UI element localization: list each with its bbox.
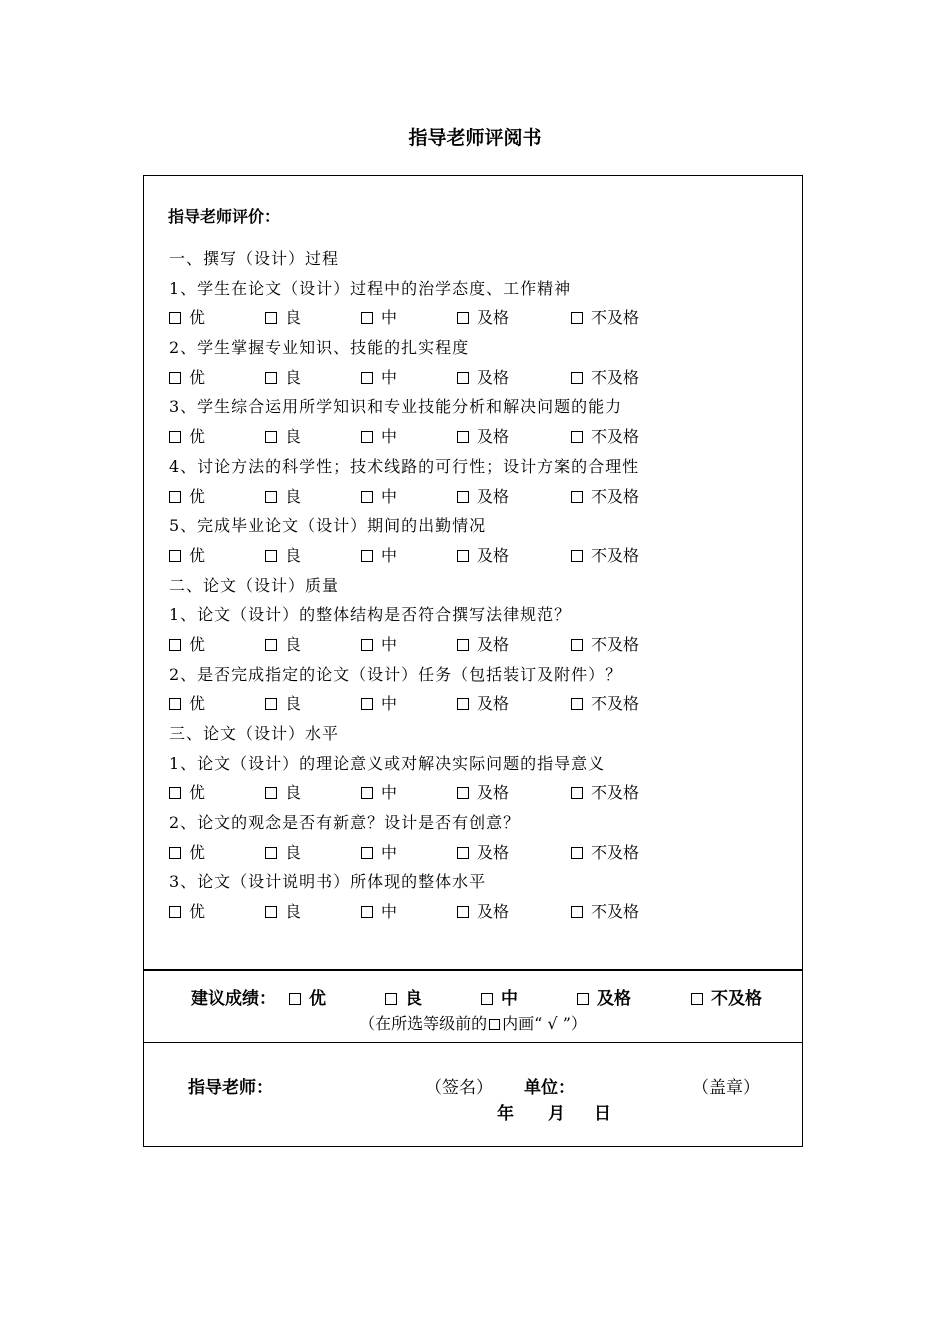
grade-option-medium[interactable]: 中 bbox=[361, 689, 397, 719]
criterion-text: 4、讨论方法的科学性；技术线路的可行性；设计方案的合理性 bbox=[169, 456, 640, 476]
grade-option-excellent[interactable]: 优 bbox=[169, 482, 205, 512]
criterion-text: 2、学生掌握专业知识、技能的扎实程度 bbox=[169, 338, 470, 358]
checkbox-icon bbox=[361, 491, 373, 503]
grade-option-pass[interactable]: 及格 bbox=[457, 778, 509, 808]
page-title: 指导老师评阅书 bbox=[408, 127, 542, 149]
grade-option-excellent[interactable]: 优 bbox=[169, 778, 205, 808]
grade-option-fail[interactable]: 不及格 bbox=[571, 541, 639, 571]
grade-options bbox=[169, 422, 639, 452]
grade-option-pass[interactable]: 及格 bbox=[457, 630, 509, 660]
grade-option-pass[interactable]: 及格 bbox=[457, 689, 509, 719]
checkbox-icon bbox=[361, 787, 373, 799]
checkbox-icon bbox=[361, 550, 373, 562]
grade-option-pass[interactable]: 及格 bbox=[457, 482, 509, 512]
grade-option-medium[interactable]: 中 bbox=[361, 422, 397, 452]
checkbox-icon bbox=[265, 698, 277, 710]
checkbox-icon bbox=[571, 550, 583, 562]
review-form bbox=[143, 175, 803, 1147]
criterion-text: 1、论文（设计）的整体结构是否符合撰写法律规范？ bbox=[169, 605, 572, 625]
grade-options bbox=[169, 541, 639, 571]
grade-option-medium[interactable]: 中 bbox=[361, 303, 397, 333]
checkbox-icon bbox=[457, 550, 469, 562]
grade-option-good[interactable]: 良 bbox=[265, 303, 301, 333]
grade-option-fail[interactable]: 不及格 bbox=[571, 303, 639, 333]
grade-option-fail[interactable]: 不及格 bbox=[571, 897, 639, 927]
checkbox-icon bbox=[571, 312, 583, 324]
grade-option-medium[interactable]: 中 bbox=[361, 363, 397, 393]
grade-option-medium[interactable]: 中 bbox=[361, 838, 397, 868]
grade-options bbox=[169, 363, 639, 393]
recommendation-note: （在所选等级前的 内画“ √ ”） bbox=[359, 1014, 587, 1033]
teacher-label: 指导老师： bbox=[188, 1078, 273, 1098]
grade-options bbox=[169, 482, 639, 512]
checkbox-icon bbox=[457, 787, 469, 799]
checkbox-icon bbox=[691, 993, 703, 1005]
checkbox-icon bbox=[169, 906, 181, 918]
grade-option-excellent[interactable]: 优 bbox=[169, 303, 205, 333]
date-year: 年 bbox=[497, 1104, 514, 1124]
grade-option-fail[interactable]: 不及格 bbox=[571, 363, 639, 393]
checkbox-icon bbox=[571, 639, 583, 651]
checkbox-icon bbox=[169, 550, 181, 562]
grade-option-fail[interactable]: 不及格 bbox=[571, 689, 639, 719]
grade-option-excellent[interactable]: 优 bbox=[169, 541, 205, 571]
checkbox-icon bbox=[457, 847, 469, 859]
recommend-option-fail[interactable]: 不及格 bbox=[691, 984, 762, 1009]
checkbox-icon bbox=[571, 787, 583, 799]
grade-options bbox=[169, 630, 639, 660]
checkbox-icon bbox=[571, 906, 583, 918]
grade-option-good[interactable]: 良 bbox=[265, 778, 301, 808]
grade-options bbox=[169, 303, 639, 333]
recommendation-section bbox=[144, 969, 802, 1043]
checkbox-icon bbox=[571, 431, 583, 443]
checkbox-icon bbox=[361, 372, 373, 384]
grade-option-fail[interactable]: 不及格 bbox=[571, 482, 639, 512]
grade-option-pass[interactable]: 及格 bbox=[457, 422, 509, 452]
evaluation-items bbox=[169, 244, 639, 927]
evaluation-section bbox=[144, 176, 802, 970]
recommend-option-pass[interactable]: 及格 bbox=[577, 984, 631, 1009]
grade-option-good[interactable]: 良 bbox=[265, 541, 301, 571]
checkbox-icon bbox=[571, 847, 583, 859]
criterion-text: 5、完成毕业论文（设计）期间的出勤情况 bbox=[169, 516, 487, 536]
grade-option-good[interactable]: 良 bbox=[265, 838, 301, 868]
grade-option-excellent[interactable]: 优 bbox=[169, 689, 205, 719]
grade-options bbox=[169, 689, 639, 719]
criterion-text: 2、论文的观念是否有新意？设计是否有创意？ bbox=[169, 813, 521, 833]
date-day: 日 bbox=[594, 1104, 611, 1124]
grade-option-good[interactable]: 良 bbox=[265, 897, 301, 927]
grade-option-pass[interactable]: 及格 bbox=[457, 363, 509, 393]
checkbox-icon bbox=[265, 639, 277, 651]
evaluation-heading: 指导老师评价： bbox=[168, 207, 281, 226]
checkbox-icon bbox=[361, 312, 373, 324]
unit-label: 单位： bbox=[524, 1078, 575, 1098]
grade-option-medium[interactable]: 中 bbox=[361, 482, 397, 512]
checkbox-icon bbox=[169, 372, 181, 384]
checkbox-icon bbox=[265, 491, 277, 503]
checkbox-icon bbox=[577, 993, 589, 1005]
recommend-option-good[interactable]: 良 bbox=[385, 984, 422, 1009]
checkbox-icon bbox=[571, 698, 583, 710]
grade-option-good[interactable]: 良 bbox=[265, 689, 301, 719]
checkbox-icon bbox=[265, 906, 277, 918]
grade-option-fail[interactable]: 不及格 bbox=[571, 778, 639, 808]
date-month: 月 bbox=[548, 1104, 565, 1124]
grade-option-good[interactable]: 良 bbox=[265, 363, 301, 393]
grade-option-excellent[interactable]: 优 bbox=[169, 363, 205, 393]
section-heading: 二、论文（设计）质量 bbox=[169, 575, 340, 595]
checkbox-icon bbox=[457, 372, 469, 384]
checkbox-icon bbox=[457, 312, 469, 324]
recommendation-label: 建议成绩： bbox=[191, 989, 276, 1009]
grade-option-excellent[interactable]: 优 bbox=[169, 897, 205, 927]
signature-section bbox=[144, 1043, 802, 1147]
recommend-option-medium[interactable]: 中 bbox=[481, 984, 518, 1009]
seal-note[interactable]: （盖章） bbox=[692, 1078, 760, 1098]
section-heading: 一、撰写（设计）过程 bbox=[169, 249, 340, 268]
checkbox-icon bbox=[457, 698, 469, 710]
checkbox-icon bbox=[289, 993, 301, 1005]
checkbox-icon bbox=[265, 312, 277, 324]
checkbox-icon bbox=[489, 1019, 500, 1030]
checkbox-icon bbox=[361, 906, 373, 918]
grade-option-fail[interactable]: 不及格 bbox=[571, 422, 639, 452]
checkbox-icon bbox=[571, 491, 583, 503]
grade-option-fail[interactable]: 不及格 bbox=[571, 630, 639, 660]
checkbox-icon bbox=[169, 847, 181, 859]
checkbox-icon bbox=[169, 431, 181, 443]
grade-option-excellent[interactable]: 优 bbox=[169, 422, 205, 452]
grade-option-medium[interactable]: 中 bbox=[361, 897, 397, 927]
checkbox-icon bbox=[457, 906, 469, 918]
grade-option-pass[interactable]: 及格 bbox=[457, 303, 509, 333]
grade-options bbox=[169, 897, 639, 927]
criterion-text: 3、学生综合运用所学知识和专业技能分析和解决问题的能力 bbox=[169, 397, 623, 417]
checkbox-icon bbox=[265, 550, 277, 562]
checkbox-icon bbox=[361, 698, 373, 710]
checkbox-icon bbox=[169, 491, 181, 503]
checkbox-icon bbox=[361, 847, 373, 859]
grade-option-good[interactable]: 良 bbox=[265, 482, 301, 512]
checkbox-icon bbox=[169, 312, 181, 324]
grade-option-good[interactable]: 良 bbox=[265, 630, 301, 660]
checkbox-icon bbox=[457, 491, 469, 503]
grade-option-excellent[interactable]: 优 bbox=[169, 630, 205, 660]
checkbox-icon bbox=[481, 993, 493, 1005]
checkbox-icon bbox=[265, 847, 277, 859]
grade-options bbox=[169, 838, 639, 868]
grade-option-excellent[interactable]: 优 bbox=[169, 838, 205, 868]
grade-option-pass[interactable]: 及格 bbox=[457, 897, 509, 927]
checkbox-icon bbox=[571, 372, 583, 384]
checkbox-icon bbox=[457, 639, 469, 651]
checkbox-icon bbox=[169, 787, 181, 799]
checkbox-icon bbox=[265, 787, 277, 799]
criterion-text: 1、学生在论文（设计）过程中的治学态度、工作精神 bbox=[169, 278, 572, 298]
grade-option-medium[interactable]: 中 bbox=[361, 541, 397, 571]
grade-option-pass[interactable]: 及格 bbox=[457, 838, 509, 868]
checkbox-icon bbox=[457, 431, 469, 443]
grade-options bbox=[169, 778, 639, 808]
criterion-text: 1、论文（设计）的理论意义或对解决实际问题的指导意义 bbox=[169, 753, 606, 773]
sign-note[interactable]: （签名） bbox=[425, 1078, 493, 1098]
checkbox-icon bbox=[265, 372, 277, 384]
checkbox-icon bbox=[169, 698, 181, 710]
grade-option-medium[interactable]: 中 bbox=[361, 630, 397, 660]
checkbox-icon bbox=[361, 431, 373, 443]
criterion-text: 3、论文（设计说明书）所体现的整体水平 bbox=[169, 872, 487, 892]
grade-option-medium[interactable]: 中 bbox=[361, 778, 397, 808]
section-heading: 三、论文（设计）水平 bbox=[169, 724, 340, 743]
grade-option-good[interactable]: 良 bbox=[265, 422, 301, 452]
checkbox-icon bbox=[385, 993, 397, 1005]
grade-option-fail[interactable]: 不及格 bbox=[571, 838, 639, 868]
criterion-text: 2、是否完成指定的论文（设计）任务（包括装订及附件）？ bbox=[169, 664, 623, 684]
checkbox-icon bbox=[169, 639, 181, 651]
grade-option-pass[interactable]: 及格 bbox=[457, 541, 509, 571]
checkbox-icon bbox=[265, 431, 277, 443]
checkbox-icon bbox=[361, 639, 373, 651]
recommend-option-excellent[interactable]: 优 bbox=[289, 984, 326, 1009]
